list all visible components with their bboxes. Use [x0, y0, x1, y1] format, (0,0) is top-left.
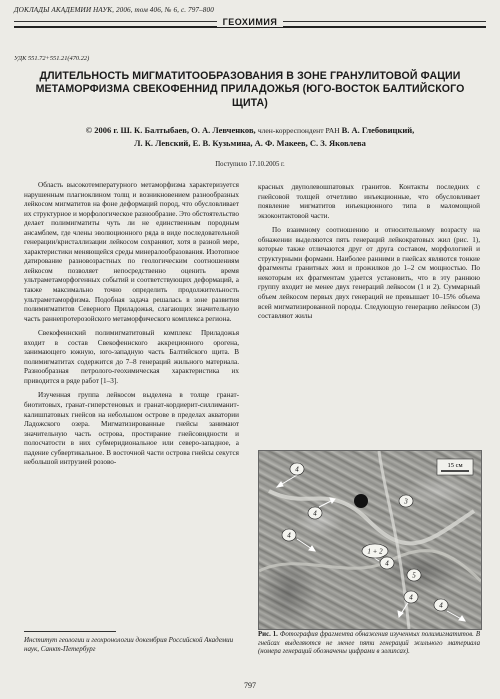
affiliation: Институт геологии и геохронологии докембрия Российской Академии наук, Санкт-Петербург — [24, 636, 234, 654]
caption-text: Фотография фрагмента обнажения изученных полимигматитов. В гнейсах выделяются не менее пяти генераций жильного материала (номера генераций обозначены цифрами в эллипсах). — [258, 631, 480, 656]
article-title: ДЛИТЕЛЬНОСТЬ МИГМАТИТООБРАЗОВАНИЯ В ЗОНЕ ГРАНУЛИТОВОЙ ФАЦИИ МЕТАМОРФИЗМА СВЕКОФЕННИД ПРИЛАДОЖЬЯ (ЮГО-ВОСТОК БАЛТИЙСКОГО ЩИТА) — [35, 70, 465, 109]
paragraph: Область высокотемпературного метаморфизма характеризуется нарушенным плагиоклином толщ и возникновением разнообразных лейкосом мигматитов на фоне деформаций пород, что обусловливает их структурное и морфологическое разнообразие. Это обстоятельство делает полимигматиты чуть ли не единственным породным ансамблем, где члены эволюционного ряда в виде последовательной генерации/кристаллизации лейкосом сохраняют, хотя в разной мере, характеристики меняющейся среды минералообразования. Изотопное датирование разновозрастных по геологическим соотношениям лейкосом позволяет непосредственно оценить время ультраметаморфогенных событий и соответствующих деформаций, а также максимально точно определить продолжительность ультраметаморфизма. Подобная задача решалась в зоне развития полимигматитов Северного Приладожья, слагающих значительную часть раннепротерозойского метаморфического комплекса региона. — [24, 181, 239, 323]
generation-label: 4 — [287, 531, 291, 540]
generation-label: 4 — [409, 593, 413, 602]
authors-block — [24, 124, 476, 149]
dark-spot — [354, 494, 368, 508]
paragraph: Изученная группа лейкосом выделена в толще гранат-биотитовых, гранат-гиперстеновых и гранат-кордиерит-силлиманит-калишпатовых гнейсов на небольшом острове в пределах акватории Ладожского озера. Мигматизированные гнейсы занимают значительную часть острова, простирание гнейсовидности и полосчатости в них субмеридиональное или северо-западное, а падение субвертикальное. В восточной части острова гнейсы секутся небольшой интрузией розово- — [24, 391, 239, 467]
footnote-rule — [24, 631, 116, 632]
generation-markers — [282, 463, 448, 611]
generation-label: 3 — [404, 497, 408, 506]
paragraph: красных двуполевошпатовых гранитов. Контакты последних с гнейсовой толщей отчетливо инъекционные, что обусловливает появление мигматитов инъекционного типа в маломощной экзоконтактовой части. — [258, 183, 480, 220]
paragraph: По взаимному соотношению и относительному возрасту на обнажении выделяются пять генераций лейкократовых жил (рис. 1), которые также отличаются друг от друга составом, морфологией и структурными формами. Наиболее ранними в гнейсах являются тонкие фрагменты гранитных жил и прожилков до 1–2 см мощностью. По некоторым их фрагментам удается установить, что в эту раннюю группу входит не менее двух генераций лейкосом (1 и 2). Суммарный объем лейкосом первых двух генераций не превышает 10–15% объема всей мигматизированной породы. Следующую генерацию лейкосом (3) составляют жилы — [258, 226, 480, 321]
authors-line-1 — [24, 124, 476, 137]
authors-line-2: Л. К. Левский, Е. В. Кузьмина, А. Ф. Макеев, С. З. Яковлева — [134, 138, 366, 148]
page-number: 797 — [244, 681, 256, 690]
outcrop-photo — [258, 450, 482, 630]
section-heading — [0, 17, 500, 27]
generation-numbers — [287, 466, 443, 610]
right-column — [258, 183, 480, 327]
authors-names-b: В. А. Глебовицкий, — [341, 125, 415, 135]
authors-names-a: © 2006 г. Ш. К. Балтыбаев, О. А. Левченков, — [85, 125, 258, 135]
paragraph: Свекофеннский полимигматитовый комплекс Приладожья входит в состав Свекофеннского аккреционного орогена, занимающего южную, юго-западную часть Балтийского щита. В полимигматитах содержится до 7–8 генераций жильного материала. Разнообразная петролого-геохимическая характеристика их приводится в ряде работ [1–3]. — [24, 329, 239, 385]
leucosome-vein — [269, 491, 474, 543]
generation-label: 4 — [313, 509, 317, 518]
running-head: ДОКЛАДЫ АКАДЕМИИ НАУК, 2006, том 406, № 6, с. 797–800 — [14, 6, 214, 14]
left-column — [24, 181, 239, 473]
generation-label: 4 — [385, 559, 389, 568]
caption-label: Рис. 1. — [258, 631, 278, 638]
section-label: ГЕОХИМИЯ — [217, 17, 284, 27]
generation-label: 5 — [412, 571, 416, 580]
generation-label: 4 — [439, 601, 443, 610]
udk-code: УДК 551.72+551.21(470.22) — [14, 55, 90, 62]
figure-caption — [258, 631, 480, 657]
received-date: Поступило 17.10.2005 г. — [215, 161, 285, 168]
generation-label: 1 + 2 — [367, 547, 383, 556]
scale-label: 15 см — [447, 462, 463, 469]
photo-annotations — [259, 451, 481, 629]
author-role: член-корреспондент РАН — [257, 126, 342, 135]
generation-label: 4 — [295, 465, 299, 474]
